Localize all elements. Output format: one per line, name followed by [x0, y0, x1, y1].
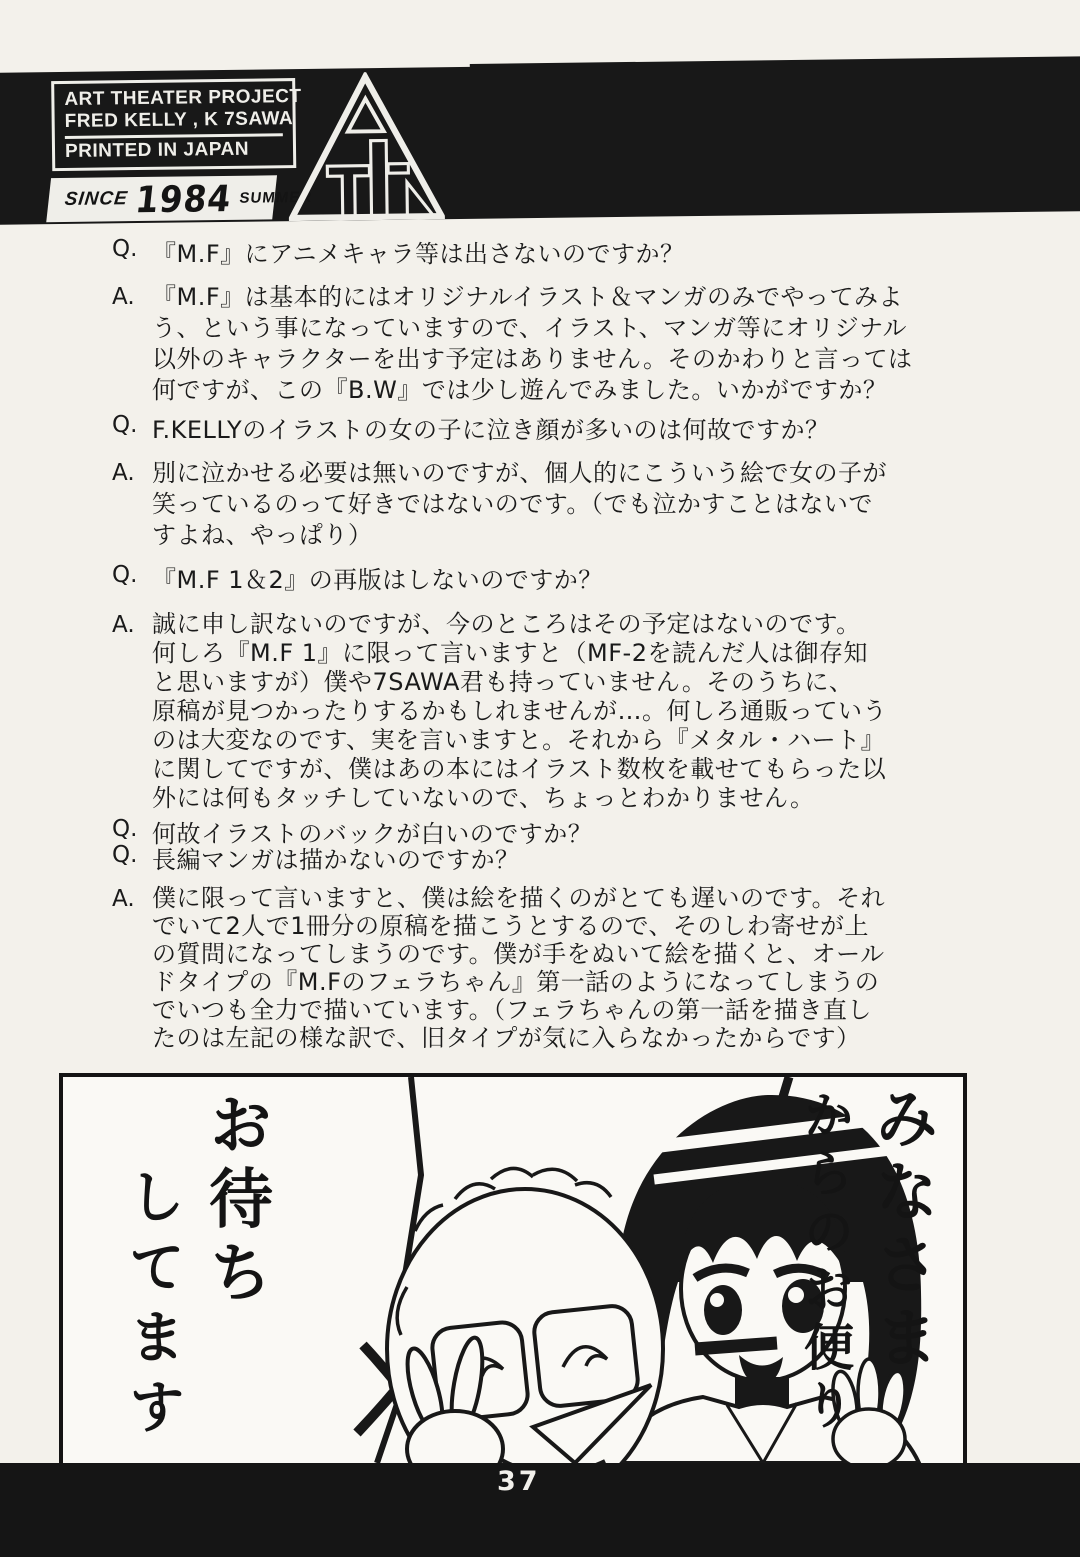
qa-q1 [112, 234, 684, 269]
qa-line: の質問になってしまうのです。僕が手をぬいて絵を描くと、オール [152, 940, 885, 968]
qa-line: 『M.F 1＆2』の再版はしないのですか？ [152, 566, 603, 594]
qa-line: 僕に限って言いますと、僕は絵を描くのがとても遅いのです。それ [152, 884, 886, 912]
qa-line: 原稿が見つかったりするかもしれませんが…。何しろ通販っていう [152, 697, 887, 725]
qa-line: でいて2人で1冊分の原稿を描こうとするので、そのしわ寄せが上 [152, 912, 870, 940]
qa-q3 [112, 560, 603, 595]
qa-label: A. [112, 612, 135, 638]
header-band [0, 59, 1080, 225]
qa-a2 [112, 458, 887, 551]
publisher-line-1: ART THEATER PROJECT [64, 85, 302, 110]
qa-line: 別に泣かせる必要は無いのですが、個人的にこういう絵で女の子が [152, 459, 887, 487]
since-season: SUMMER [238, 188, 314, 207]
qa-line: に関してですが、僕はあの本にはイラスト数枚を載せてもらった以 [152, 755, 887, 783]
qa-q5 [112, 840, 520, 875]
footer-bar [0, 1463, 1080, 1557]
qa-line: 外には何もタッチしていないので、ちょっとわかりません。 [152, 784, 815, 812]
qa-line: のは大変なのです、実を言いますと。それから『メタル・ハート』 [152, 726, 886, 754]
qa-label: A. [112, 886, 135, 912]
qa-line: う、という事になっていますので、イラスト、マンガ等にオリジナル [152, 314, 907, 342]
manga-panel [59, 1073, 967, 1467]
qa-line: F.KELLYのイラストの女の子に泣き顔が多いのは何故ですか？ [152, 416, 830, 444]
qa-a1 [112, 282, 912, 406]
qa-a3 [112, 610, 887, 813]
since-word: SINCE [63, 188, 129, 210]
qa-label: Q. [112, 412, 138, 438]
qa-line: でいつも全力で描いています。（フェラちゃんの第一話を描き直し [152, 996, 872, 1024]
panel-caption-karano-otayori: からのお便り [796, 1089, 854, 1437]
qa-line: 『M.F』にアニメキャラ等は出さないのですか？ [152, 240, 685, 268]
artist-character [387, 1168, 663, 1463]
publisher-line-3: PRINTED IN JAPAN [64, 138, 250, 162]
qa-q2 [112, 410, 829, 445]
qa-line: 『M.F』は基本的にはオリジナルイラスト＆マンガのみでやってみよ [152, 283, 904, 311]
qa-label: A. [112, 460, 135, 486]
qa-line: 何しろ『M.F 1』に限って言いますと（MF-2を読んだ人は御存知 [152, 639, 868, 667]
qa-line: 何故イラストのバックが白いのですか？ [152, 820, 593, 848]
qa-line: 笑っているのって好きではないのです。（でも泣かすことはないで [152, 490, 873, 518]
page-number: 37 [497, 1466, 541, 1497]
since-banner [46, 175, 314, 222]
qa-label: Q. [112, 236, 138, 262]
panel-caption-minasama: みなさま [864, 1085, 938, 1377]
qa-line: 誠に申し訳ないのですが、今のところはその予定はないのです。 [152, 610, 861, 638]
qa-line: 長編マンガは描かないのですか？ [152, 846, 520, 874]
qa-line: 以外のキャラクターを出す予定はありません。そのかわりと言っては [152, 345, 913, 373]
qa-line: たのは左記の様な訳で、旧タイプが気に入らなかったからです） [152, 1024, 861, 1052]
qa-label: A. [112, 284, 135, 310]
since-year: 1984 [133, 176, 234, 221]
qa-a4 [112, 884, 885, 1052]
divider-cross-dash [695, 1343, 777, 1349]
qa-line: ドタイプの『M.Fのフェラちゃん』第一話のようになってしまうの [152, 968, 880, 996]
qa-line: と思いますが）僕や7SAWA君も持っていません。そのうちに、 [152, 668, 854, 696]
publisher-logo-box [51, 78, 302, 171]
qa-label: Q. [112, 562, 138, 588]
qa-line: 何ですが、この『B.W』では少し遊んでみました。いかがですか？ [152, 376, 888, 404]
qa-label: Q. [112, 816, 138, 842]
panel-caption-shitemasu: してます [119, 1167, 185, 1447]
publisher-line-2: FRED KELLY , K 7SAWA [64, 108, 294, 132]
qa-line: すよね、やっぱり） [152, 521, 373, 549]
qa-label: Q. [112, 842, 138, 868]
atp-triangle-logo-icon [287, 71, 445, 221]
panel-caption-omachi: お待ち [198, 1091, 272, 1313]
